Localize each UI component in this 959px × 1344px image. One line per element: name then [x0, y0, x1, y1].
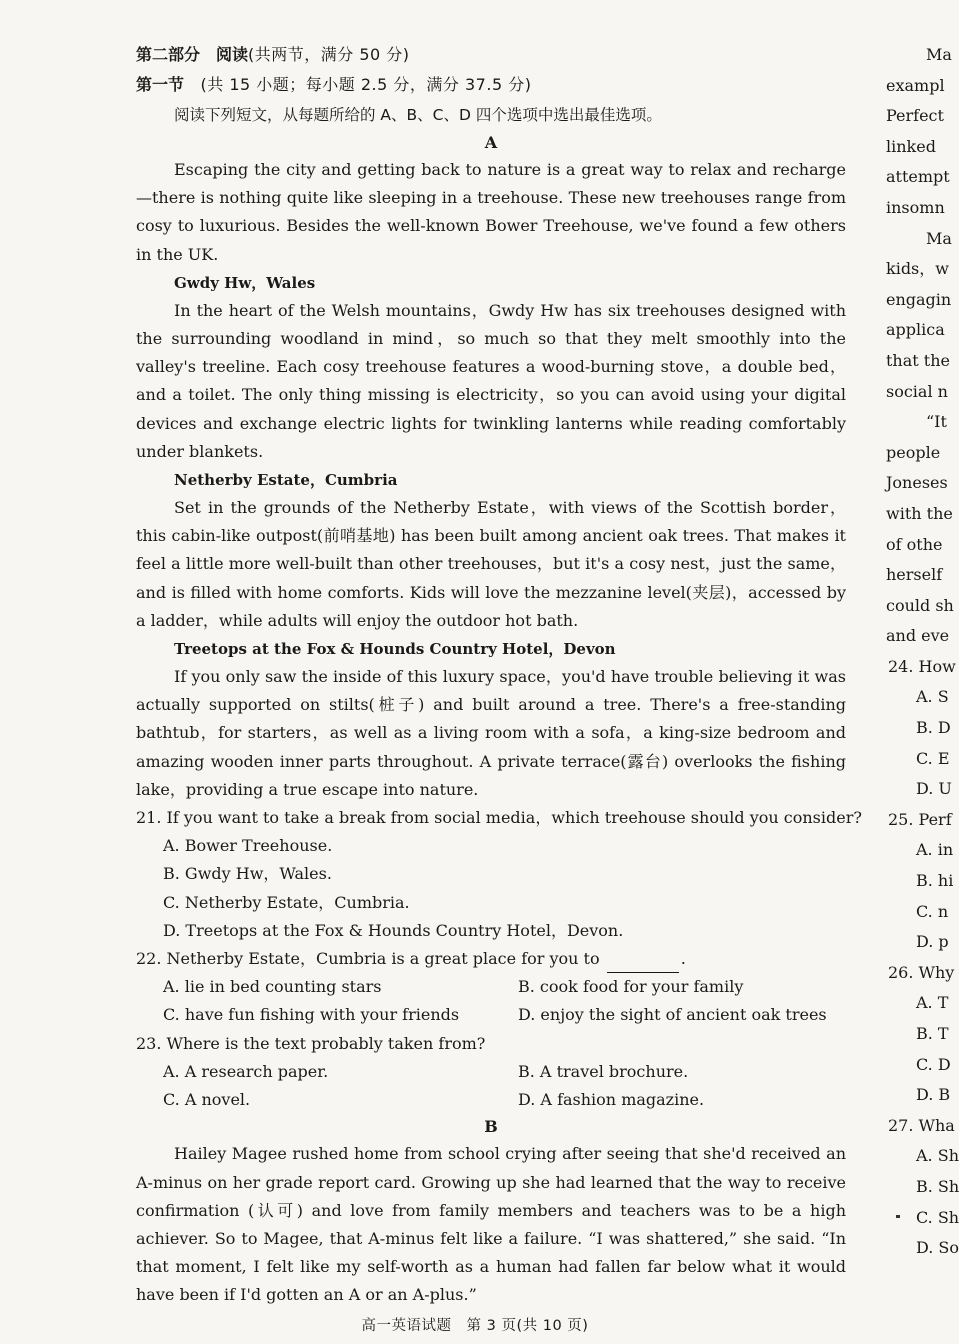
option-row: [136, 1058, 846, 1086]
venue-title: Netherby Estate，Cumbria: [174, 471, 398, 490]
fragment: linked: [886, 136, 936, 156]
venue-title: Treetops at the Fox & Hounds Country Hotel，Devon: [174, 640, 616, 659]
fragment: 26. Why: [888, 962, 955, 982]
fragment: 25. Perf: [888, 809, 952, 829]
fragment: B. D: [916, 718, 951, 738]
fragment: Ma: [926, 228, 952, 248]
part-title: 第二部分 阅读: [136, 45, 249, 64]
fragment: B. hi: [916, 871, 954, 891]
fragment: that the: [886, 350, 950, 370]
fragment: engagin: [886, 289, 952, 309]
fragment: D. U: [916, 779, 952, 799]
fragment: insomn: [886, 197, 945, 217]
option-row: [136, 1086, 846, 1114]
main-column: [136, 40, 862, 1310]
fragment: people: [886, 442, 941, 462]
fragment: applica: [886, 320, 945, 340]
option: D. A fashion magazine.: [518, 1090, 705, 1110]
fragment: 24. How: [888, 656, 956, 676]
part-note: (共两节，满分 50 分): [248, 45, 410, 64]
option: C. have fun fishing with your friends: [163, 1005, 460, 1025]
passage-b-letter: B: [484, 1117, 498, 1137]
fragment: with the: [886, 503, 953, 523]
question-22: [136, 945, 846, 973]
instruction: 阅读下列短文，从每题所给的 A、B、C、D 四个选项中选出最佳选项。: [174, 106, 662, 124]
venue-description: In the heart of the Welsh mountains，Gwdy Hw has six treehouses designed with the surrounding woodland in mind，so much so that they melt smoothly into the valley's treeline. Each cosy treehouse features a wood-burning stove，a double bed，and a toilet. The only thing missing is electricity，so you can avoid using your digital devices and exchange electric lights for twinkling lanterns while reading comfortably under blankets.: [136, 300, 847, 461]
option: C. A novel.: [163, 1090, 251, 1110]
question-23: 23. Where is the text probably taken from?: [136, 1033, 486, 1053]
section-heading: [136, 70, 846, 100]
fragment: Ma: [926, 45, 952, 64]
fragment: 27. Wha: [888, 1115, 955, 1135]
question-22-stem: 22. Netherby Estate，Cumbria is a great place for you to: [136, 949, 600, 969]
part-heading: [136, 40, 846, 70]
fragment: A. T: [916, 993, 949, 1013]
section-note: (共 15 小题；每小题 2.5 分，满分 37.5 分): [184, 75, 532, 94]
fragment: D. p: [916, 932, 949, 952]
option: D. enjoy the sight of ancient oak trees: [518, 1005, 827, 1025]
fragment: exampl: [886, 75, 945, 95]
venue-description: If you only saw the inside of this luxury space，you'd have trouble believing it was actually supported on stilts(桩子) and built around a tree. There's a free-standing bathtub，for starters，as well as a living room with a sofa，a king-size bedroom and amazing wooden inner parts throughout. A private terrace(露台) overlooks the fishing lake，providing a true escape into nature.: [136, 667, 846, 799]
venue-title: Gwdy Hw，Wales: [174, 273, 316, 292]
passage-a-letter: A: [484, 133, 498, 152]
option-row: [136, 973, 846, 1001]
fragment: C. D: [916, 1054, 951, 1074]
fragment: herself: [886, 565, 943, 585]
right-column-clipped: [886, 40, 959, 1300]
fragment: A. in: [916, 840, 954, 860]
fragment: C. n: [916, 901, 949, 921]
passage-b-text: Hailey Magee rushed home from school crying after seeing that she'd received an A-minus on her grade report card. Growing up she had learned that the way to receive confirmation (认可) and love from family members and teachers was to be a high achiever. So to Magee, that A-minus felt like a failure. “I was shattered,” she said. “In that moment, I felt like my self-worth as a human had fallen far below what it would have been if I'd gotten an A or an A-plus.”: [136, 1144, 846, 1305]
fragment: C. E: [916, 748, 950, 768]
option: B. A travel brochure.: [518, 1061, 689, 1081]
fragment: A. S: [916, 687, 949, 707]
fragment: attempt: [886, 167, 950, 187]
fragment: of othe: [886, 534, 943, 554]
option: D. Treetops at the Fox & Hounds Country Hotel，Devon.: [163, 920, 624, 940]
option: A. Bower Treehouse.: [163, 836, 333, 856]
fragment: Perfect: [886, 106, 944, 126]
question-21: 21. If you want to take a break from social media，which treehouse should you consider?: [136, 808, 862, 828]
option: A. lie in bed counting stars: [163, 977, 382, 997]
fragment: and eve: [886, 626, 950, 646]
fragment: C. Sh: [916, 1207, 959, 1227]
fragment: B. T: [916, 1024, 949, 1043]
answer-blank: [607, 954, 679, 973]
fragment: D. So: [916, 1238, 959, 1258]
fragment: Joneses: [886, 473, 948, 493]
fragment: could sh: [886, 595, 954, 615]
fragment: “It: [926, 412, 947, 432]
venue-description: Set in the grounds of the Netherby Estate，with views of the Scottish border，this cabin-like outpost(前哨基地) has been built among ancient oak trees. That makes it feel a little more well-built than other treehouses，but it's a cosy nest，just the same，and is filled with home comforts. Kids will love the mezzanine level(夹层)，accessed by a ladder，while adults will enjoy the outdoor hot bath.: [136, 498, 846, 630]
option: C. Netherby Estate，Cumbria.: [163, 892, 410, 912]
question-22-end: .: [680, 949, 686, 969]
pen-mark: [896, 1215, 900, 1218]
option: B. cook food for your family: [518, 977, 744, 997]
fragment: kids，w: [886, 259, 949, 279]
option: A. A research paper.: [163, 1061, 329, 1081]
fragment: B. Sh: [916, 1176, 959, 1196]
section-title: 第一节: [136, 75, 185, 94]
fragment: social n: [886, 381, 948, 401]
option-row: [136, 1001, 846, 1029]
fragment: A. Sh: [916, 1146, 959, 1166]
option: B. Gwdy Hw，Wales.: [163, 864, 332, 884]
fragment: D. B: [916, 1085, 951, 1105]
page-footer: 高一英语试题 第 3 页(共 10 页): [361, 1318, 589, 1334]
passage-a-intro: Escaping the city and getting back to nature is a great way to relax and recharge—there is nothing quite like sleeping in a treehouse. These new treehouses range from cosy to luxurious. Besides the well-known Bower Treehouse, we've found a few others in the UK.: [136, 160, 846, 264]
